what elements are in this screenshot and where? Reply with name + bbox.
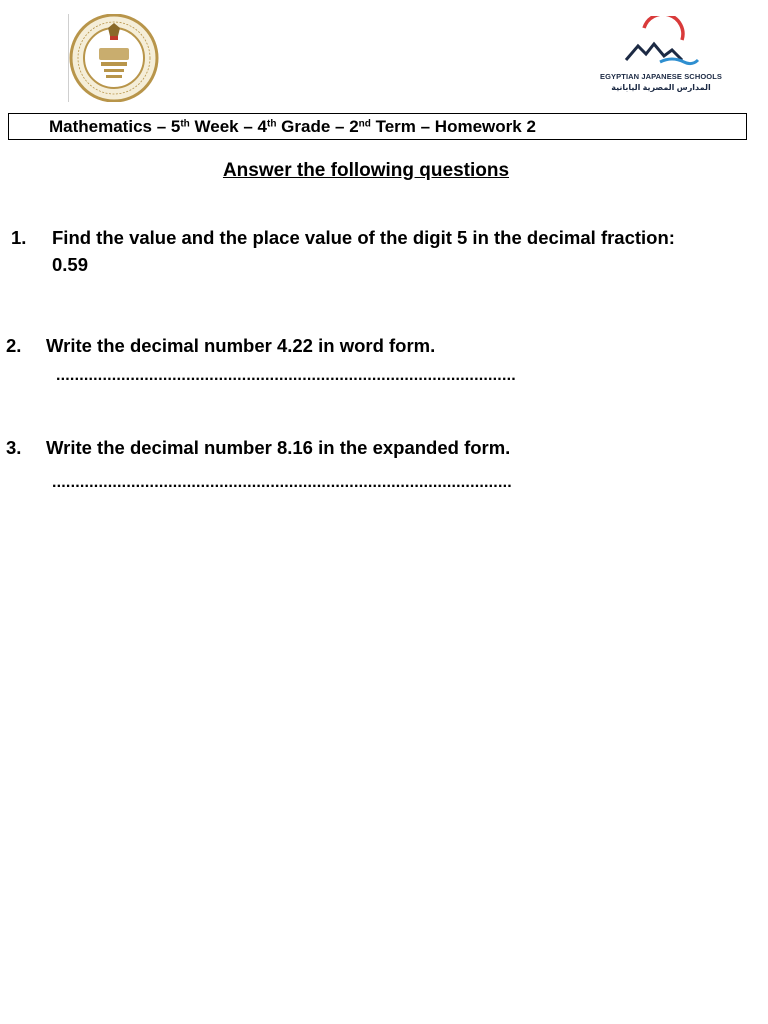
ejs-name-ar: المدارس المصرية اليابانية (611, 83, 711, 92)
question-text: Find the value and the place value of the digit 5 in the decimal fraction: (52, 227, 675, 248)
answer-line[interactable]: ................................................................................................... (52, 474, 512, 491)
question-number: 3. (6, 437, 22, 458)
answer-line[interactable]: ................................................................................................... (56, 367, 516, 384)
question-text-line2: 0.59 (52, 254, 89, 275)
question-number: 2. (6, 335, 22, 356)
question-1 (0, 224, 768, 284)
question-number: 1. (11, 227, 27, 248)
title-box (8, 113, 747, 140)
ministry-logo (66, 14, 160, 102)
egyptian-japanese-schools-logo-icon (598, 16, 724, 72)
ministry-seal-icon (66, 14, 160, 102)
ejs-logo (598, 16, 724, 100)
question-text: Write the decimal number 8.16 in the expanded form. (46, 437, 511, 458)
instructions-heading: Answer the following questions (222, 160, 510, 181)
question-2 (0, 332, 768, 362)
worksheet-title: Mathematics – 5th Week – 4th Grade – 2nd Term – Homework 2 (49, 117, 536, 136)
question-3 (0, 434, 768, 464)
question-text: Write the decimal number 4.22 in word form. (46, 335, 436, 356)
ejs-name-en: EGYPTIAN JAPANESE SCHOOLS (600, 72, 722, 81)
